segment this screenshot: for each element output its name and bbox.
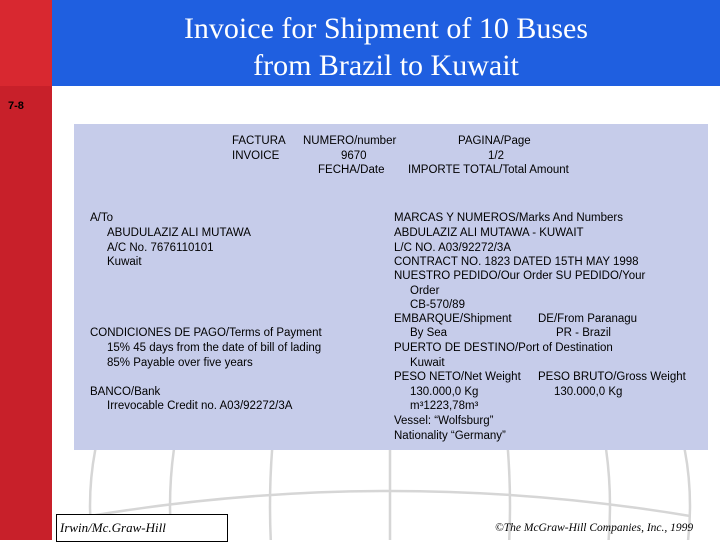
to-name: ABUDULAZIZ ALI MUTAWA [107,227,251,239]
to-account: A/C No. 7676110101 [107,242,214,254]
from-label: DE/From Paranagu [538,313,638,325]
invoice-number: 9670 [341,150,367,162]
payment-line-1: 15% 45 days from the date of bill of lading [107,342,322,354]
importe-label: IMPORTE TOTAL/Total Amount [408,164,569,176]
destination-label: PUERTO DE DESTINO/Port of Destination [394,342,613,354]
page-number: 1/2 [488,150,504,162]
bank-line-1: Irrevocable Credit no. A03/92272/3A [107,400,293,412]
factura-label: FACTURA [232,135,286,147]
payment-label: CONDICIONES DE PAGO/Terms of Payment [90,327,322,339]
slide-number: 7-8 [8,100,24,112]
order-line-1: NUESTRO PEDIDO/Our Order SU PEDIDO/Your [394,270,646,282]
copyright-footer: ©The McGraw-Hill Companies, Inc., 1999 [495,522,694,534]
net-weight-value: 130.000,0 Kg [410,386,479,398]
vessel: Vessel: “Wolfsburg” [394,415,494,427]
title-line-2: from Brazil to Kuwait [253,49,519,82]
order-line-2: Order [410,285,440,297]
invoice-label: INVOICE [232,150,280,162]
to-country: Kuwait [107,256,142,268]
shipment-label: EMBARQUE/Shipment [394,313,512,325]
slide-title [52,10,720,84]
bank-label: BANCO/Bank [90,386,161,398]
shipment-by-sea: By Sea [410,327,448,339]
net-weight-label: PESO NETO/Net Weight [394,371,521,383]
order-number: CB-570/89 [410,299,465,311]
numero-label: NUMERO/number [303,135,397,147]
publisher-footer: Irwin/Mc.Graw-Hill [60,520,166,535]
nationality: Nationality “Germany” [394,430,506,442]
gross-weight-value: 130.000,0 Kg [554,386,623,398]
from-value: PR - Brazil [556,327,611,339]
title-line-1: Invoice for Shipment of 10 Buses [183,12,589,45]
fecha-label: FECHA/Date [318,164,385,176]
marks-contract: CONTRACT NO. 1823 DATED 15TH MAY 1998 [394,256,639,268]
volume: m³1223,78m³ [410,400,479,412]
destination-value: Kuwait [410,357,445,369]
marks-label: MARCAS Y NUMEROS/Marks And Numbers [394,212,623,224]
marks-consignee: ABDULAZIZ ALI MUTAWA - KUWAIT [394,227,584,239]
to-label: A/To [90,212,114,224]
gross-weight-label: PESO BRUTO/Gross Weight [538,371,686,383]
payment-line-2: 85% Payable over five years [107,357,253,369]
pagina-label: PAGINA/Page [458,135,531,147]
marks-lc: L/C NO. A03/92272/3A [394,242,511,254]
